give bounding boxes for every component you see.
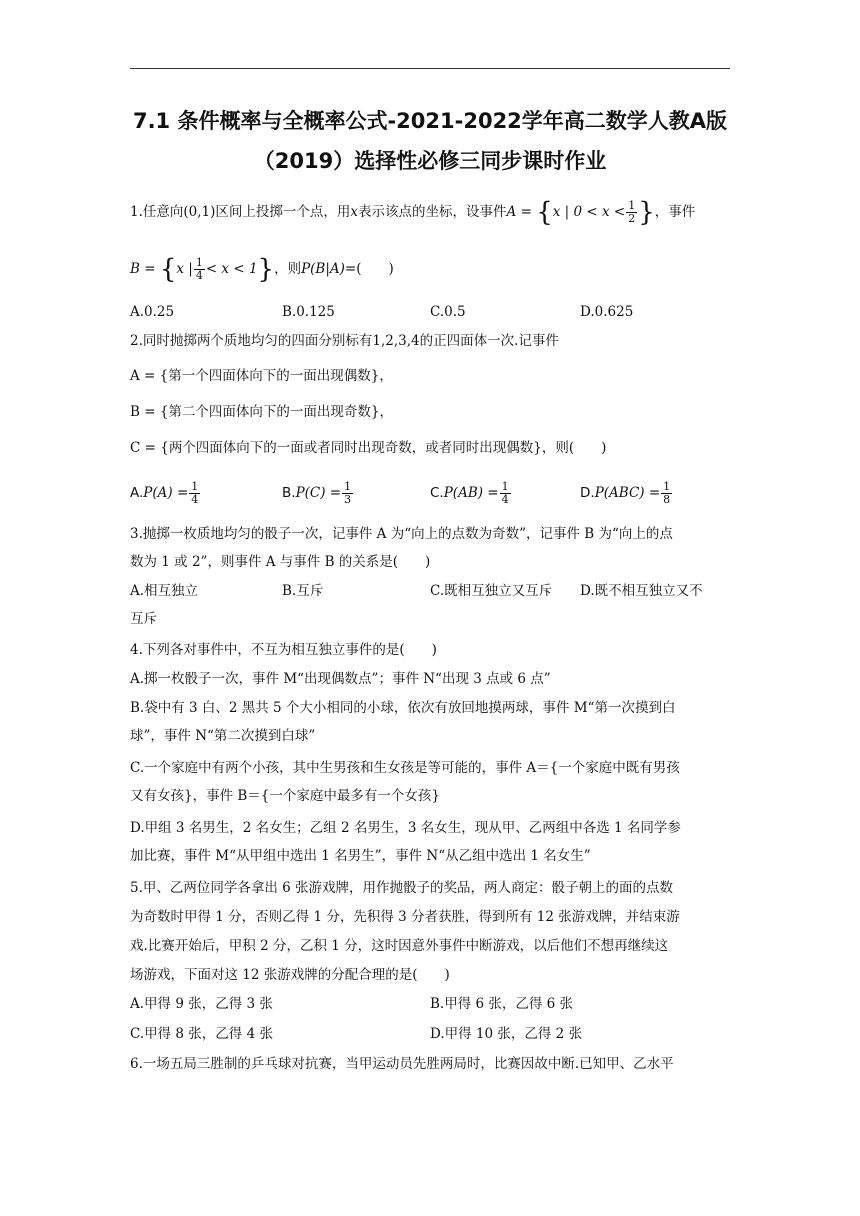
q4-option-d-line2: 加比赛，事件 M“从甲组中选出 1 名男生”，事件 N“从乙组中选出 1 名女生”	[130, 848, 591, 864]
q2-option-b: B.P(C) = $\frac{1}{3}$	[282, 480, 352, 506]
q2-event-b: B = {第二个四面体向下的一面出现奇数}，	[130, 404, 393, 420]
q1-option-d: D.0.625	[580, 304, 634, 320]
q2-option-d: D.P(ABC) = $\frac{1}{8}$	[580, 480, 671, 506]
q5-option-c: C.甲得 8 张，乙得 4 张	[130, 1026, 273, 1042]
q3-option-d: D.既不相互独立又不	[580, 583, 703, 599]
q4-option-d-line1: D.甲组 3 名男生，2 名女生；乙组 2 名男生，3 名女生，现从甲、乙两组中各选 1 名同学参	[130, 820, 681, 836]
q5-option-a: A.甲得 9 张，乙得 3 张	[130, 996, 273, 1012]
q2-event-a: A = {第一个四面体向下的一面出现偶数}，	[130, 368, 393, 384]
q4-option-c-line2: 又有女孩}，事件 B＝{一个家庭中最多有一个女孩}	[130, 788, 440, 804]
q2-line1: 2.同时抛掷两个质地均匀的四面分别标有1,2,3,4的正四面体一次.记事件	[130, 333, 559, 349]
q3-line1: 3.抛掷一枚质地均匀的骰子一次，记事件 A 为“向上的点数为奇数”，记事件 B 为“向上的点	[130, 526, 673, 542]
q2-event-c: C = {两个四面体向下的一面或者同时出现奇数，或者同时出现偶数}，则( )	[130, 440, 607, 456]
q1-line2: B = {x | $\frac{1}{4}$ < x < 1}，则P(B|A)=( )	[130, 254, 394, 285]
q4-option-b-line2: 球”，事件 N“第二次摸到白球”	[130, 728, 316, 744]
q3-option-c: C.既相互独立又互斥	[430, 583, 553, 599]
q4-option-c-line1: C.一个家庭中有两个小孩，其中生男孩和生女孩是等可能的，事件 A＝{一个家庭中既有男孩	[130, 760, 680, 776]
q5-option-b: B.甲得 6 张，乙得 6 张	[430, 996, 574, 1012]
q3-line2: 数为 1 或 2”，则事件 A 与事件 B 的关系是( )	[130, 554, 431, 570]
q5-line4: 场游戏，下面对这 12 张游戏牌的分配合理的是( )	[130, 967, 450, 983]
q3-option-d-cont: 互斥	[130, 611, 157, 627]
q6-line1: 6.一场五局三胜制的乒乓球对抗赛，当甲运动员先胜两局时，比赛因故中断.已知甲、乙水平	[130, 1056, 674, 1072]
q4-option-a: A.掷一枚骰子一次，事件 M“出现偶数点”；事件 N“出现 3 点或 6 点”	[130, 671, 551, 687]
q5-option-d: D.甲得 10 张，乙得 2 张	[430, 1026, 583, 1042]
page-title: 7.1 条件概率与全概率公式-2021-2022学年高二数学人教A版	[132, 109, 728, 133]
q4-stem: 4.下列各对事件中，不互为相互独立事件的是( )	[130, 642, 437, 658]
page-subtitle: （2019）选择性必修三同步课时作业	[253, 149, 607, 173]
q1-option-c: C.0.5	[430, 304, 466, 320]
q1-option-b: B.0.125	[282, 304, 335, 320]
header-rule	[130, 68, 730, 69]
q2-option-a: A.P(A) = $\frac{1}{4}$	[130, 480, 199, 506]
q5-line1: 5.甲、乙两位同学各拿出 6 张游戏牌，用作抛骰子的奖品，两人商定：骰子朝上的面的点数	[130, 880, 674, 896]
q5-line3: 戏.比赛开始后，甲积 2 分，乙积 1 分，这时因意外事件中断游戏，以后他们不想再继续这	[130, 938, 669, 954]
q1-option-a: A.0.25	[130, 304, 175, 320]
q3-option-b: B.互斥	[282, 583, 324, 599]
q3-option-a: A.相互独立	[130, 583, 199, 599]
q2-option-c: C.P(AB) = $\frac{1}{4}$	[430, 480, 509, 506]
q5-line2: 为奇数时甲得 1 分，否则乙得 1 分，先积得 3 分者获胜，得到所有 12 张游戏牌，并结束游	[130, 909, 680, 925]
q4-option-b-line1: B.袋中有 3 白、2 黑共 5 个大小相同的小球，依次有放回地摸两球，事件 M“第一次摸到白	[130, 700, 676, 716]
q1-line1: 1.任意向(0,1)区间上投掷一个点，用x表示该点的坐标，设事件A = {x | 0 < x < $\frac{1}{2}$ }，事件	[130, 197, 696, 228]
